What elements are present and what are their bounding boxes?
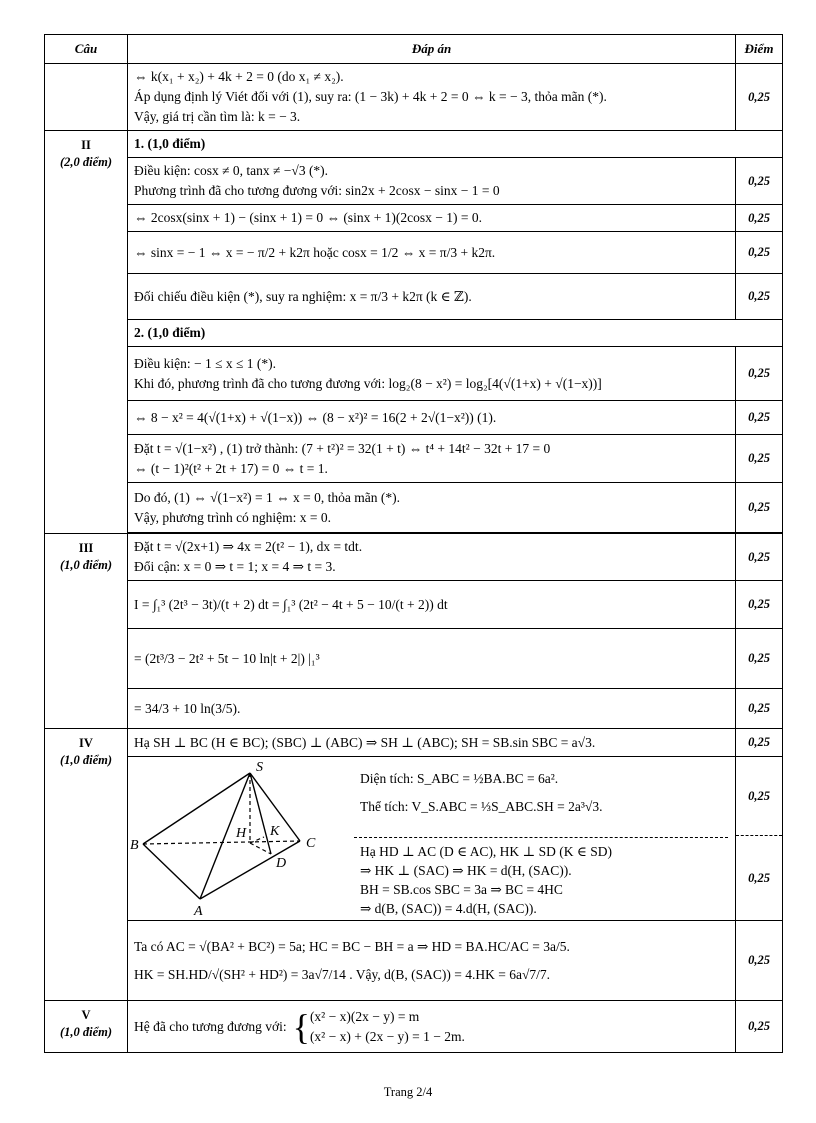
score-cell: 0,25 — [736, 274, 783, 320]
answer-line: Hạ SH ⊥ BC (H ∈ BC); (SBC) ⊥ (ABC) ⇒ SH ⊥ (ABC); SH = SB.sin SBC = a√3. — [134, 734, 596, 750]
answer-line: ⇒ d(B, (SAC)) = 4.d(H, (SAC)). — [360, 900, 537, 916]
answer-table-page — [44, 34, 782, 1053]
table-row — [45, 629, 783, 689]
score-cell: 0,25 — [736, 401, 783, 435]
answer-line: = (2t³/3 − 2t² + 5t − 10 ln|t + 2|) |₁³ — [134, 650, 320, 666]
answer-line: BH = SB.cos SBC = 3a ⇒ BC = 4HC — [360, 881, 563, 897]
table-row — [45, 158, 783, 205]
score-cell: 0,25 — [736, 1001, 783, 1053]
section-points: (1,0 điểm) — [59, 1025, 113, 1039]
section-points: (1,0 điểm) — [59, 753, 113, 767]
table-row — [45, 689, 783, 729]
score-cell: 0,25 — [736, 64, 783, 131]
answer-line: Phương trình đã cho tương đương với: sin2x + 2cosx − sinx − 1 = 0 — [134, 183, 500, 198]
table-row — [45, 131, 783, 158]
table-row — [45, 401, 783, 435]
table-row — [45, 64, 783, 131]
answer-line: Đổi cận: x = 0 ⇒ t = 1; x = 4 ⇒ t = 3. — [134, 559, 336, 574]
answer-line: Khi đó, phương trình đã cho tương đương với: log₂(8 − x²) = log₂[4(√(1+x) + √(1−x))] — [134, 375, 602, 391]
page-footer: Trang 2/4 — [383, 1085, 433, 1099]
score-cell: 0,25 — [736, 629, 783, 689]
answer-line: = 34/3 + 10 ln(3/5). — [134, 700, 241, 716]
score-cell: 0,25 — [736, 921, 783, 1001]
answer-line: Diện tích: S_ABC = ½BA.BC = 6a². — [360, 770, 559, 786]
table-header — [45, 35, 783, 64]
score-cell: 0,25 — [736, 689, 783, 729]
score-cell: 0,25 — [736, 205, 783, 232]
answer-line: Đặt t = √(1−x²) , (1) trở thành: (7 + t²)² = 32(1 + t) ⇔ t⁴ + 14t² − 32t + 17 = 0 — [134, 440, 551, 456]
score-cell: 0,25 — [736, 581, 783, 629]
pyramid-diagram — [128, 759, 358, 919]
answer-line: Đặt t = √(2x+1) ⇒ 4x = 2(t² − 1), dx = tdt. — [134, 539, 363, 554]
answer-line: ⇔ 8 − x² = 4(√(1+x) + √(1−x)) ⇔ (8 − x²)² = 16(2 + 2√(1−x²)) (1). — [134, 409, 497, 425]
answer-line: Vậy, giá trị cần tìm là: k = − 3. — [134, 109, 301, 124]
vertex-label-h: H — [236, 825, 247, 841]
answer-line: ⇔ 2cosx(sinx + 1) − (sinx + 1) = 0 ⇔ (sinx + 1)(2cosx − 1) = 0. — [134, 210, 483, 225]
answer-line: Hạ HD ⊥ AC (D ∈ AC), HK ⊥ SD (K ∈ SD) — [360, 843, 613, 859]
score-cell: 0,25 — [736, 757, 782, 836]
table-row — [45, 435, 783, 483]
vertex-label-c: C — [306, 835, 316, 851]
vertex-label-a: A — [194, 903, 203, 919]
answer-line: ⇒ HK ⊥ (SAC) ⇒ HK = d(H, (SAC)). — [360, 862, 572, 878]
score-cell: 0,25 — [736, 347, 783, 401]
answer-line: Áp dụng định lý Viét đối với (1), suy ra: (1 − 3k) + 4k + 2 = 0 ⇔ k = − 3, thỏa mãn (*). — [134, 89, 607, 104]
answer-table — [44, 34, 783, 1053]
answer-line: HK = SH.HD/√(SH² + HD²) = 3a√7/14 . Vậy, d(B, (SAC)) = 4.HK = 6a√7/7. — [134, 966, 550, 982]
section-points: (1,0 điểm) — [59, 558, 113, 572]
header-answer: Đáp án — [128, 35, 736, 64]
score-cell: 0,25 — [748, 871, 770, 885]
section-label: IV — [79, 736, 93, 750]
table-row — [45, 757, 783, 921]
table-row — [45, 232, 783, 274]
answer-line: Đối chiếu điều kiện (*), suy ra nghiệm: x = π/3 + k2π (k ∈ ℤ). — [134, 288, 472, 304]
vertex-label-b: B — [130, 837, 139, 853]
score-cell: 0,25 — [736, 232, 783, 274]
table-row — [45, 274, 783, 320]
score-cell: 0,25 — [736, 483, 783, 533]
answer-line: Thể tích: V_S.ABC = ⅓S_ABC.SH = 2a³√3. — [360, 798, 603, 814]
part-title: 1. (1,0 điểm) — [128, 131, 783, 158]
vertex-label-s: S — [256, 759, 263, 775]
table-row — [45, 1001, 783, 1053]
table-row — [45, 320, 783, 347]
answer-line: I = ∫₁³ (2t³ − 3t)/(t + 2) dt = ∫₁³ (2t² − 4t + 5 − 10/(t + 2)) dt — [134, 596, 448, 612]
answer-line: Điều kiện: cosx ≠ 0, tanx ≠ −√3 (*). — [134, 163, 329, 178]
header-question: Câu — [45, 35, 128, 64]
answer-line: ⇔ sinx = − 1 ⇔ x = − π/2 + k2π hoặc cosx = 1/2 ⇔ x = π/3 + k2π. — [134, 244, 496, 260]
system-equation-2: (x² − x) + (2x − y) = 1 − 2m. — [309, 1028, 465, 1044]
vertex-label-k: K — [270, 823, 280, 839]
answer-line: Điều kiện: − 1 ≤ x ≤ 1 (*). — [134, 355, 277, 371]
answer-line: Do đó, (1) ⇔ √(1−x²) = 1 ⇔ x = 0, thỏa mãn (*). — [134, 489, 401, 505]
score-cell: 0,25 — [736, 534, 783, 581]
table-row — [45, 729, 783, 757]
answer-line: ⇔ (t − 1)²(t² + 2t + 17) = 0 ⇔ t = 1. — [134, 460, 328, 476]
pyramid-figure-area — [128, 759, 735, 919]
header-score: Điểm — [736, 35, 783, 64]
section-points: (2,0 điểm) — [59, 155, 113, 169]
answer-line: Vậy, phương trình có nghiệm: x = 0. — [134, 509, 332, 525]
part-title: 2. (1,0 điểm) — [128, 320, 783, 347]
section-label: V — [81, 1008, 91, 1022]
section-label: II — [81, 138, 91, 152]
table-row — [45, 921, 783, 1001]
table-row — [45, 534, 783, 581]
vertex-label-d: D — [276, 855, 287, 871]
table-row — [45, 205, 783, 232]
answer-line: Hệ đã cho tương đương với: — [134, 1018, 287, 1034]
system-equation-1: (x² − x)(2x − y) = m — [309, 1008, 420, 1024]
section-label: III — [78, 541, 94, 555]
table-row — [45, 483, 783, 533]
score-cell: 0,25 — [736, 729, 783, 757]
score-cell: 0,25 — [736, 158, 783, 205]
table-row — [45, 347, 783, 401]
brace-icon: { — [292, 1006, 310, 1047]
score-cell: 0,25 — [736, 435, 783, 483]
answer-line: ⇔ k(x₁ + x₂) + 4k + 2 = 0 (do x₁ ≠ x₂). — [134, 69, 344, 84]
answer-line: Ta có AC = √(BA² + BC²) = 5a; HC = BC − BH = a ⇒ HD = BA.HC/AC = 3a/5. — [134, 938, 570, 954]
table-row — [45, 581, 783, 629]
